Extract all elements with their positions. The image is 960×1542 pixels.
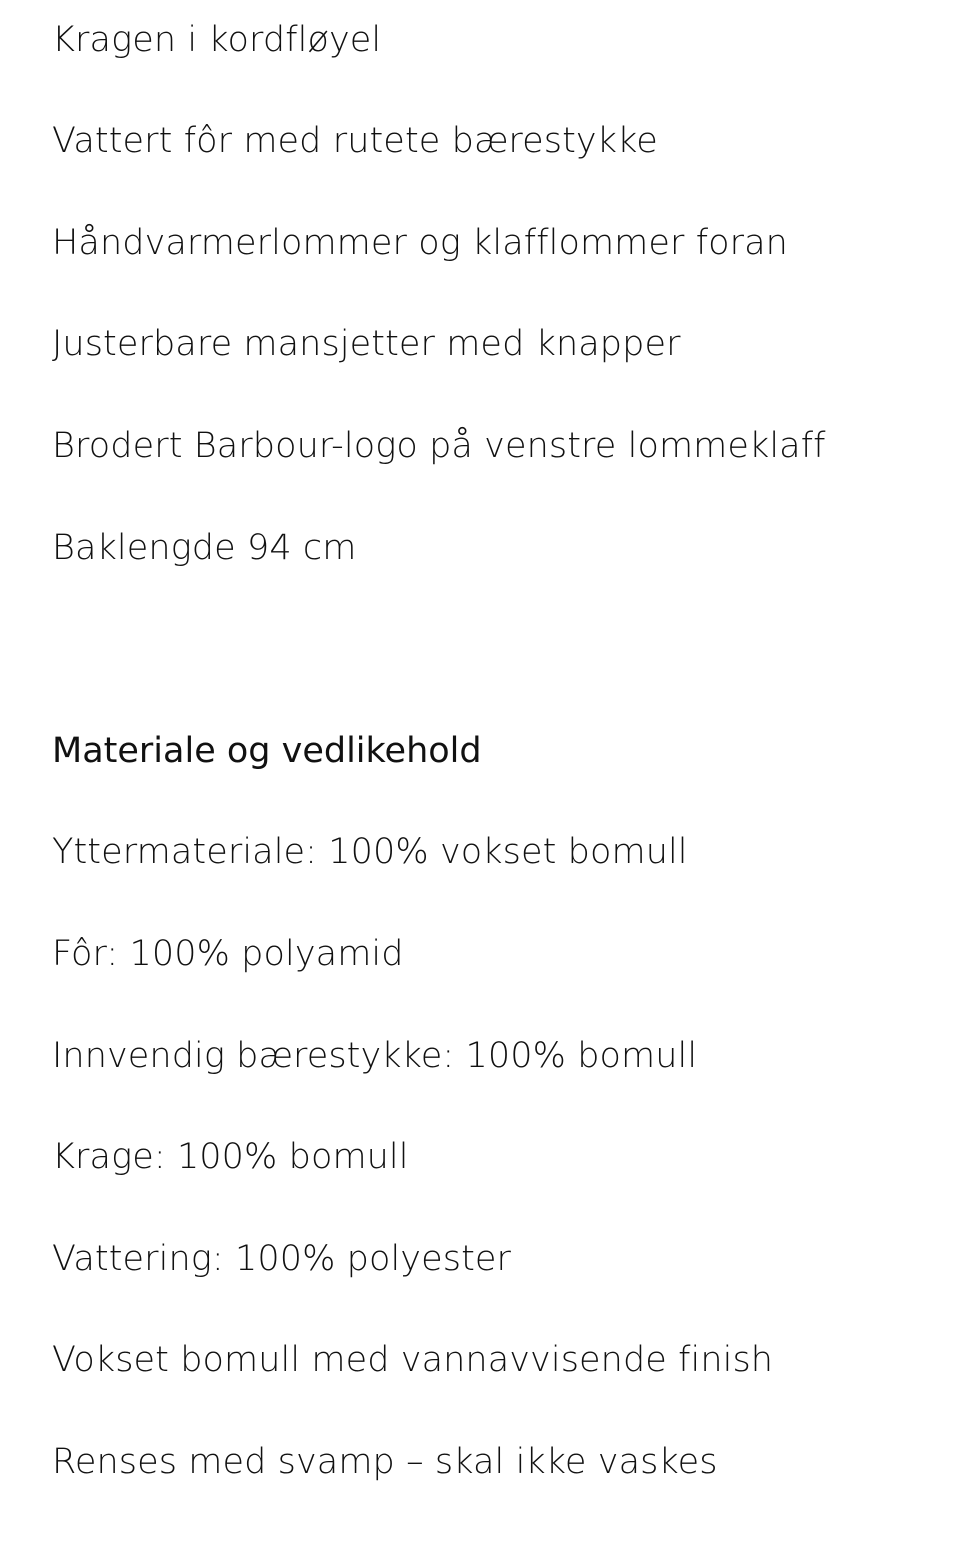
material-line: Renses med svamp – skal ikke vaskes [52, 1442, 718, 1482]
feature-line: Kragen i kordfløyel [52, 20, 382, 60]
feature-line: Justerbare mansjetter med knapper [52, 324, 681, 364]
material-line: Yttermateriale: 100% vokset bomull [52, 832, 688, 872]
feature-line: Baklengde 94 cm [52, 528, 357, 568]
material-line: Fôr: 100% polyamid [52, 934, 404, 974]
feature-line: Brodert Barbour-logo på venstre lommeklaff [52, 426, 826, 466]
materials-heading: Materiale og vedlikehold [52, 731, 482, 771]
feature-line: Vattert fôr med rutete bærestykke [52, 121, 658, 161]
material-line: Vokset bomull med vannavvisende finish [52, 1340, 774, 1380]
material-line: Vattering: 100% polyester [52, 1239, 512, 1279]
feature-line: Håndvarmerlommer og klafflommer foran [52, 223, 788, 263]
material-line: Krage: 100% bomull [52, 1137, 409, 1177]
material-line: Innvendig bærestykke: 100% bomull [52, 1036, 698, 1076]
